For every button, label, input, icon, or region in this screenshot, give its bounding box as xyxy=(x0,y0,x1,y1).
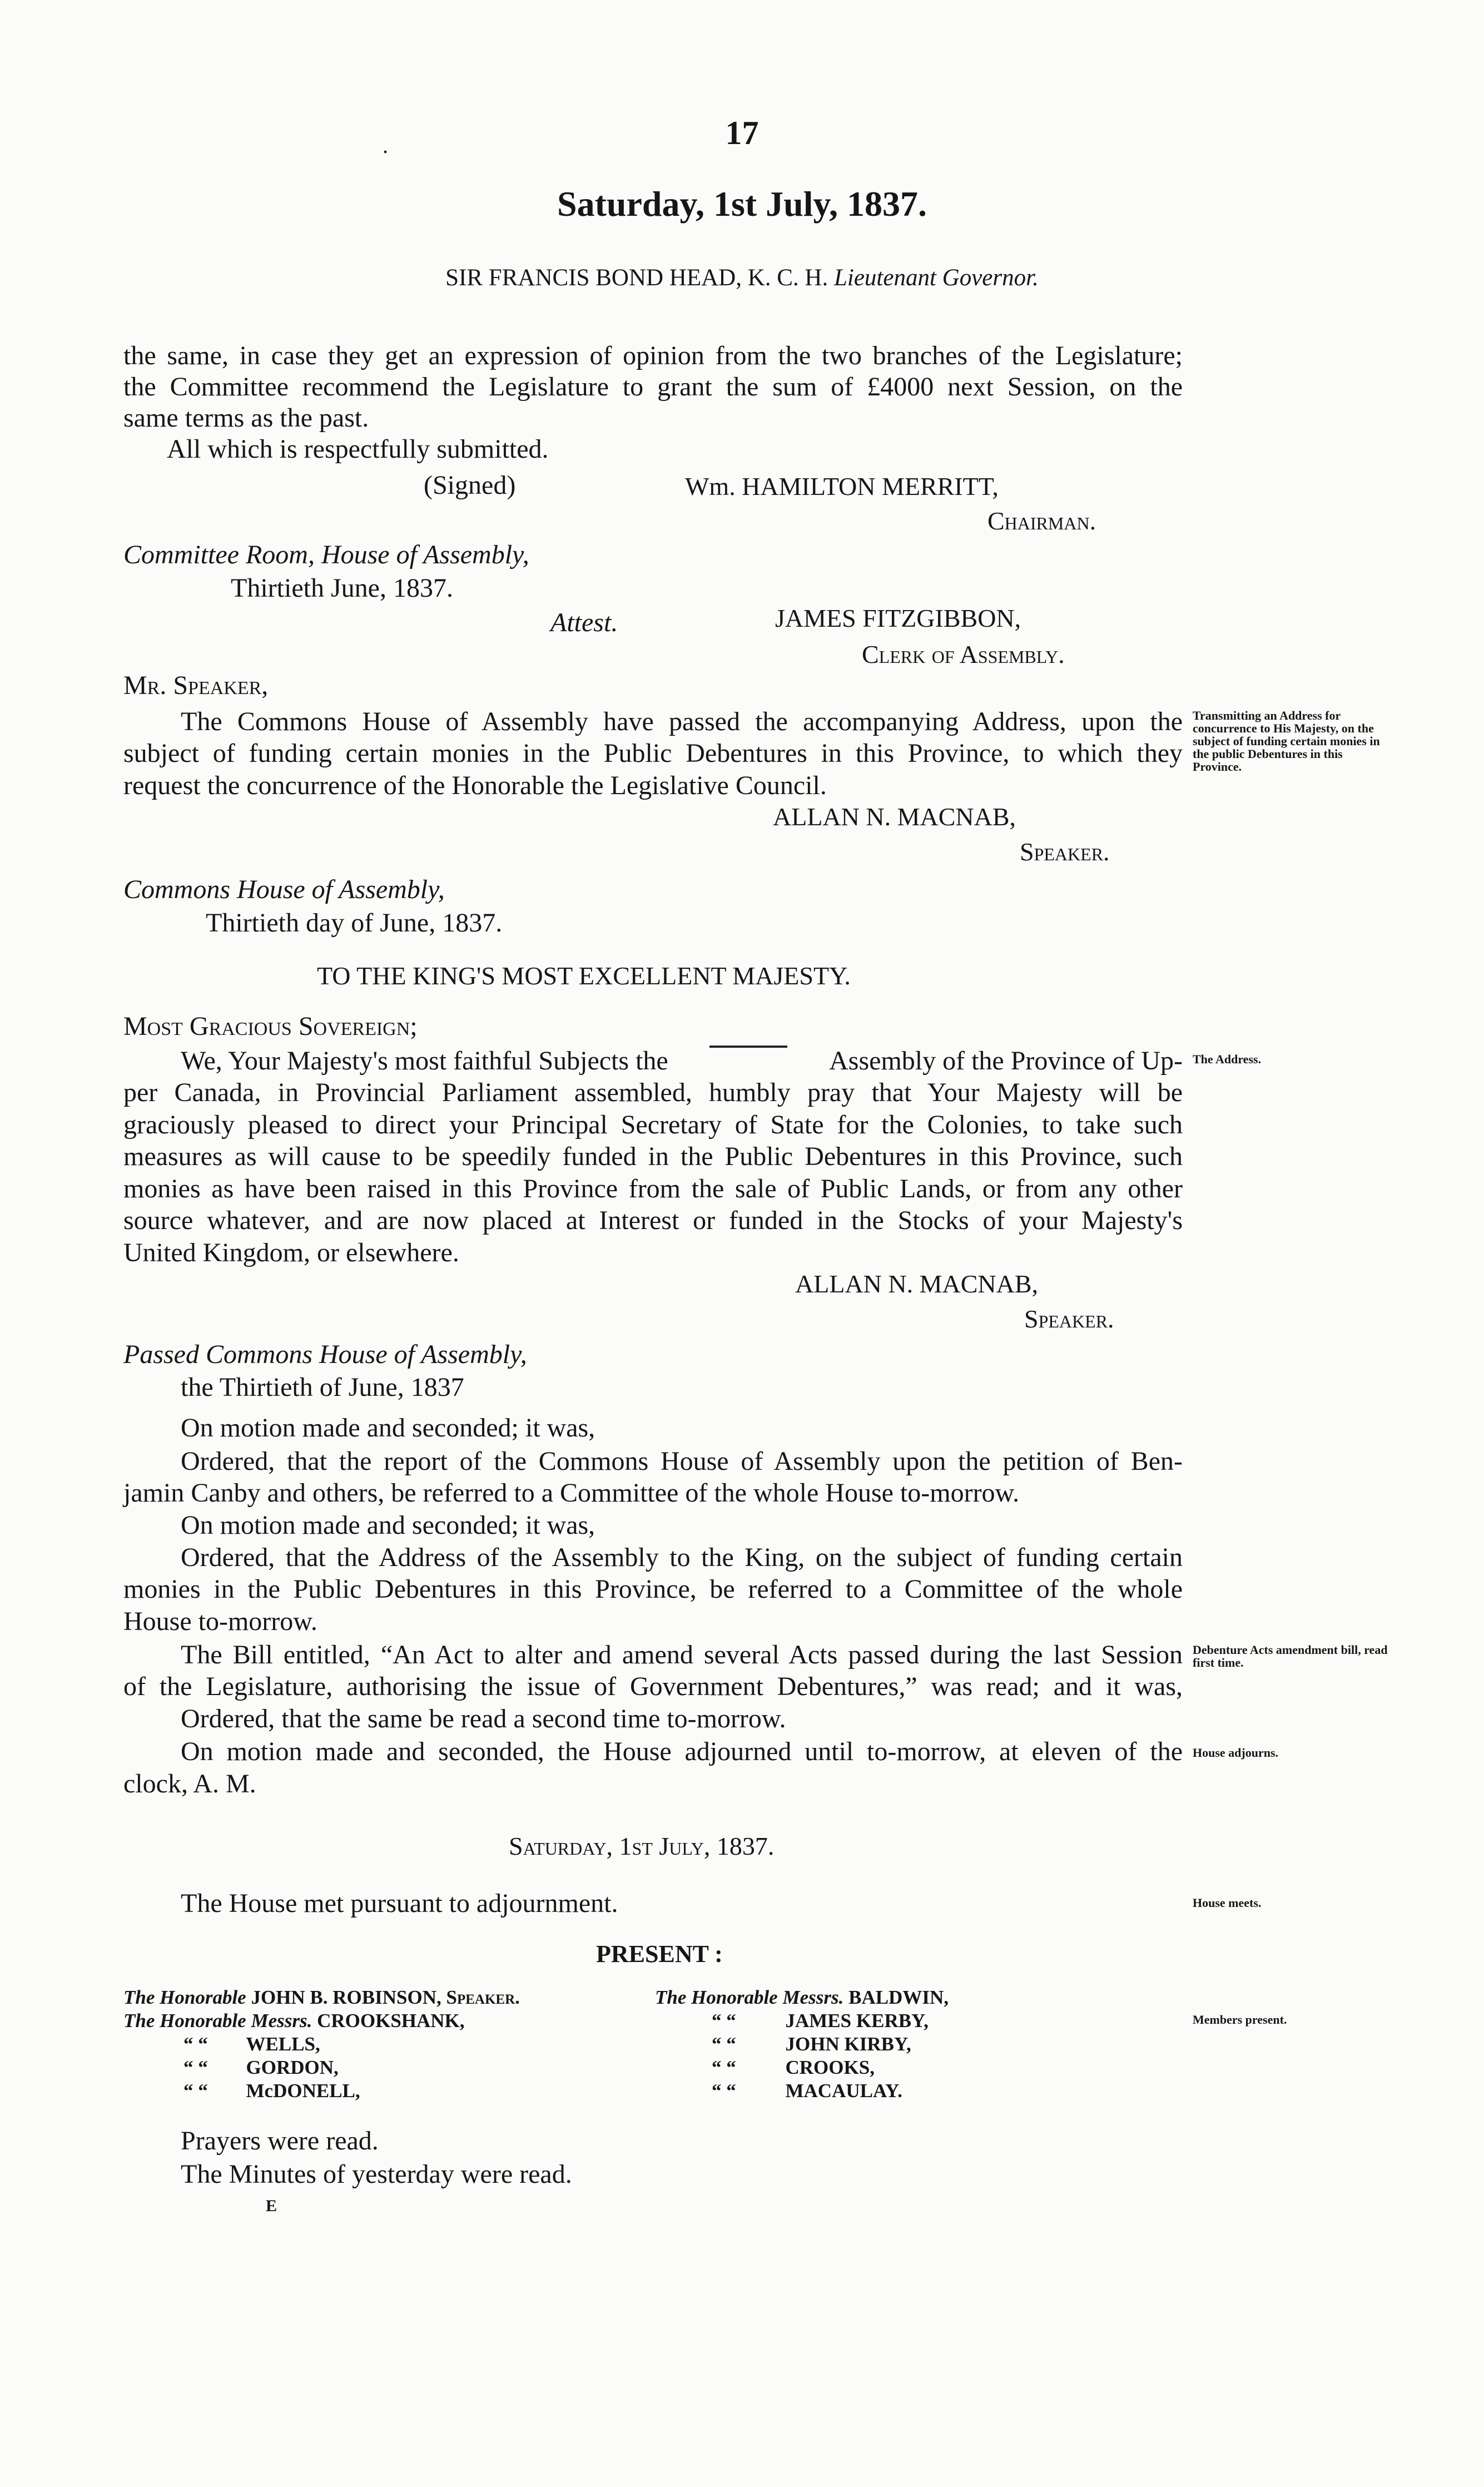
member-name: GORDON, xyxy=(246,2057,339,2078)
member-prefix: “ “ xyxy=(183,2057,208,2078)
ordered-line: Ordered, that the report of the Commons House of Assembly upon the petition of Ben- xyxy=(181,1446,1183,1476)
address-line: per Canada, in Provincial Parliament assembled, humbly pray that Your Majesty will be xyxy=(123,1078,1183,1107)
page-number: 17 xyxy=(725,115,759,151)
macnab-name-2: ALLAN N. MACNAB, xyxy=(795,1270,1038,1298)
member-prefix: The Honorable xyxy=(123,1986,246,2008)
address-line: source whatever, and are now placed at Interest or funded in the Stocks of your Majesty's xyxy=(123,1206,1183,1235)
macnab-name-1: ALLAN N. MACNAB, xyxy=(773,802,1016,831)
member-name: CROOKSHANK, xyxy=(317,2010,465,2032)
governor-name: SIR FRANCIS BOND HEAD, K. C. H. xyxy=(445,265,828,291)
fitzgibbon-name: JAMES FITZGIBBON, xyxy=(775,604,1021,632)
member-prefix: The Honorable Messrs. xyxy=(655,1986,844,2008)
member-prefix: “ “ xyxy=(712,2033,736,2055)
ordered-line: monies in the Public Debentures in this Province, be referred to a Committee of the whole xyxy=(123,1574,1183,1604)
commons-house-line: Commons House of Assembly, xyxy=(123,875,445,904)
member-right xyxy=(655,1986,949,2009)
member-name: JOHN B. ROBINSON, xyxy=(251,1986,441,2008)
macnab-role-1: Speaker. xyxy=(1020,838,1110,866)
margin-note-members: Members present. xyxy=(1193,2013,1287,2027)
transmit-line: subject of funding certain monies in the Public Debentures in this Province, to which they xyxy=(123,739,1183,768)
second-date: Saturday, 1st July, 1837. xyxy=(509,1832,775,1860)
member-name: JOHN KIRBY, xyxy=(785,2033,911,2055)
transmit-line: request the concurrence of the Honorable the Legislative Council. xyxy=(123,771,827,800)
signature-mark: E xyxy=(266,2197,277,2215)
date-heading: Saturday, 1st July, 1837. xyxy=(557,184,927,224)
prayers-line: Prayers were read. xyxy=(181,2126,379,2156)
passed-line: Passed Commons House of Assembly, xyxy=(123,1340,527,1369)
member-prefix: “ “ xyxy=(183,2033,208,2055)
passed-date: the Thirtieth of June, 1837 xyxy=(181,1373,464,1402)
member-left xyxy=(183,2080,360,2102)
member-left xyxy=(123,1986,520,2009)
member-right xyxy=(712,2010,929,2032)
minutes-line: The Minutes of yesterday were read. xyxy=(181,2159,572,2189)
salutation: Most Gracious Sovereign; xyxy=(123,1012,418,1041)
blank-dash xyxy=(709,1046,787,1076)
member-name: JAMES KERBY, xyxy=(785,2010,929,2032)
address-first-line xyxy=(181,1046,1183,1076)
address-end: Assembly of the Province of Up- xyxy=(829,1046,1183,1076)
bill-line: The Bill entitled, “An Act to alter and amend several Acts passed during the last Session xyxy=(181,1640,1183,1669)
margin-note-debenture: Debenture Acts amendment bill, read first time. xyxy=(1193,1643,1388,1669)
ordered-line: House to-morrow. xyxy=(123,1607,317,1636)
margin-note-address: The Address. xyxy=(1193,1052,1262,1066)
stray-dot: . xyxy=(383,133,388,158)
address-line: graciously pleased to direct your Principal Secretary of State for the Colonies, to take such xyxy=(123,1110,1183,1140)
member-prefix: “ “ xyxy=(712,2057,736,2078)
governor-line xyxy=(0,264,1484,291)
member-right xyxy=(712,2057,875,2079)
member-left xyxy=(123,2010,465,2032)
member-name: MACAULAY. xyxy=(785,2080,902,2102)
member-prefix: “ “ xyxy=(712,2080,736,2102)
motion-line: On motion made and seconded; it was, xyxy=(181,1413,595,1443)
ordered-line: Ordered, that the Address of the Assembly to the King, on the subject of funding certain xyxy=(181,1543,1183,1572)
adjourn-line: clock, A. M. xyxy=(123,1769,256,1799)
commons-house-date: Thirtieth day of June, 1837. xyxy=(206,908,503,938)
submitted-line: All which is respectfully submitted. xyxy=(167,434,549,464)
address-line: monies as have been raised in this Province from the sale of Public Lands, or from any other xyxy=(123,1174,1183,1203)
report-line: the Committee recommend the Legislature to grant the sum of £4000 next Session, on the xyxy=(123,372,1183,402)
address-line: measures as will cause to be speedily funded in the Public Debentures in this Province, such xyxy=(123,1142,1183,1171)
member-prefix: “ “ xyxy=(183,2080,208,2102)
member-name: CROOKS, xyxy=(785,2057,875,2078)
committee-room-date: Thirtieth June, 1837. xyxy=(231,573,453,603)
ordered-line: Ordered, that the same be read a second time to-morrow. xyxy=(181,1704,786,1733)
member-right xyxy=(712,2080,902,2102)
attest-label: Attest. xyxy=(550,608,618,637)
committee-room-line: Committee Room, House of Assembly, xyxy=(123,540,529,569)
member-left xyxy=(183,2033,320,2055)
margin-note-meets: House meets. xyxy=(1193,1896,1262,1910)
mr-speaker: Mr. Speaker, xyxy=(123,671,269,700)
house-met-line: The House met pursuant to adjournment. xyxy=(181,1889,618,1918)
governor-title: Lieutenant Governor. xyxy=(833,265,1039,291)
motion-line: On motion made and seconded; it was, xyxy=(181,1510,595,1540)
report-line: same terms as the past. xyxy=(123,403,369,433)
margin-note-transmitting: Transmitting an Address for concurrence to His Majesty, on the subject of funding certain monies in the public Debentures in this Province. xyxy=(1193,709,1380,774)
member-name: McDONELL, xyxy=(246,2080,360,2102)
adjourn-line: On motion made and seconded, the House adjourned until to-morrow, at eleven of the xyxy=(181,1737,1183,1766)
member-right xyxy=(712,2033,911,2055)
signed-label: (Signed) xyxy=(424,470,516,500)
member-name: BALDWIN, xyxy=(848,1986,949,2008)
address-title: TO THE KING'S MOST EXCELLENT MAJESTY. xyxy=(317,962,851,990)
bill-line: of the Legislature, authorising the issue of Government Debentures,” was read; and it was, xyxy=(123,1672,1183,1701)
report-line: the same, in case they get an expression of opinion from the two branches of the Legislature; xyxy=(123,341,1183,370)
address-start: We, Your Majesty's most faithful Subjects the xyxy=(181,1046,668,1076)
member-suffix: Speaker. xyxy=(446,1986,520,2008)
member-prefix: The Honorable Messrs. xyxy=(123,2010,312,2032)
margin-note-adjourns: House adjourns. xyxy=(1193,1746,1279,1760)
transmit-line: The Commons House of Assembly have passed the accompanying Address, upon the xyxy=(181,707,1183,736)
merritt-role: Chairman. xyxy=(987,507,1096,535)
macnab-role-2: Speaker. xyxy=(1024,1305,1114,1333)
member-name: WELLS, xyxy=(246,2033,320,2055)
address-line: United Kingdom, or elsewhere. xyxy=(123,1238,459,1267)
present-heading: PRESENT : xyxy=(596,1940,723,1968)
fitzgibbon-role: Clerk of Assembly. xyxy=(862,640,1065,668)
member-left xyxy=(183,2057,339,2079)
member-prefix: “ “ xyxy=(712,2010,736,2032)
ordered-line: jamin Canby and others, be referred to a Committee of the whole House to-morrow. xyxy=(123,1478,1020,1508)
merritt-name: Wm. HAMILTON MERRITT, xyxy=(685,472,999,501)
